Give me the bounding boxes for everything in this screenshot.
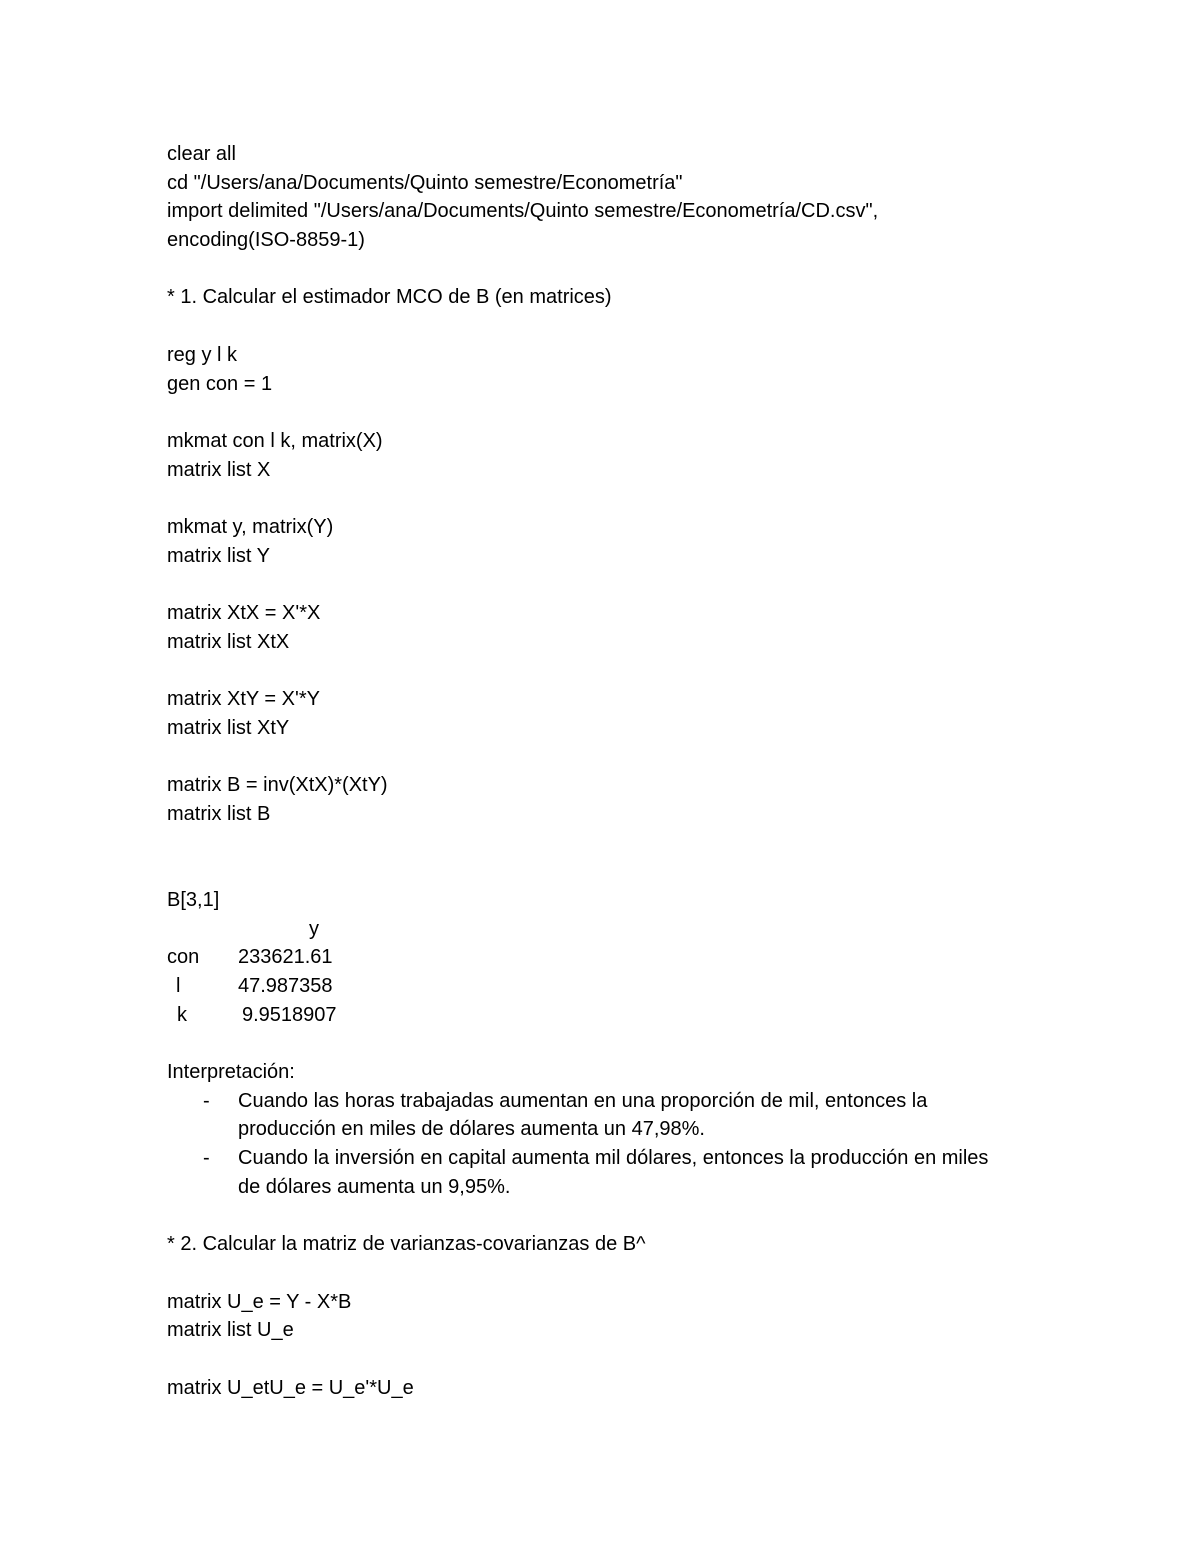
bullet-dash: -	[203, 1089, 210, 1112]
list-item	[167, 1144, 998, 1201]
matrix-row-label: con	[167, 946, 200, 969]
spacer	[167, 742, 1047, 771]
code-line: matrix list B	[167, 802, 271, 825]
code-line: matrix U_e = Y - X*B	[167, 1290, 352, 1313]
matrix-output	[167, 886, 1047, 1029]
code-line: matrix U_etU_e = U_e'*U_e	[167, 1376, 414, 1399]
code-line: matrix list XtY	[167, 716, 290, 739]
code-line: gen con = 1	[167, 372, 273, 395]
code-line: matrix XtY = X'*Y	[167, 688, 320, 711]
code-line: matrix XtX = X'*X	[167, 602, 321, 624]
code-line: matrix list XtX	[167, 630, 290, 653]
spacer	[167, 1259, 1047, 1288]
list-item-text: Cuando la inversión en capital aumenta mil dólares, entonces la producción en miles de dólares aumenta un 9,95%.	[238, 1147, 989, 1198]
spacer	[167, 312, 1047, 341]
matrix-row-value: 47.987358	[238, 974, 333, 997]
spacer	[167, 484, 1047, 513]
code-line: import delimited "/Users/ana/Documents/Quinto semestre/Econometría/CD.csv",	[167, 200, 879, 223]
matrix-row-l	[167, 972, 1047, 1001]
matrix-col-header: y	[309, 917, 319, 940]
spacer	[167, 398, 1047, 427]
bullet-dash: -	[203, 1147, 210, 1170]
code-line: cd "/Users/ana/Documents/Quinto semestre/Econometría"	[167, 171, 683, 194]
code-line: matrix list U_e	[167, 1319, 294, 1342]
code-line: clear all	[167, 143, 236, 165]
spacer	[167, 1202, 1047, 1231]
matrix-row-label: k	[177, 1003, 187, 1026]
matrix-row-k	[167, 1001, 1047, 1030]
matrix-row-value: 233621.61	[238, 946, 333, 969]
code-line: encoding(ISO-8859-1)	[167, 229, 365, 252]
spacer	[167, 829, 1047, 886]
code-line: matrix list Y	[167, 544, 270, 567]
interpretation-list	[167, 1087, 1047, 1202]
matrix-row-con	[167, 943, 1047, 972]
interpretation-label: Interpretación:	[167, 1061, 295, 1084]
spacer	[167, 656, 1047, 685]
document-page	[167, 140, 1047, 1402]
spacer	[167, 570, 1047, 599]
spacer	[167, 1029, 1047, 1058]
code-line: reg y l k	[167, 343, 238, 366]
list-item-text: Cuando las horas trabajadas aumentan en una proporción de mil, entonces la producción en miles de dólares aumenta un 47,98%.	[238, 1089, 928, 1141]
section-heading-1: * 1. Calcular el estimador MCO de B (en matrices)	[167, 286, 612, 309]
spacer	[167, 1345, 1047, 1374]
code-line: matrix B = inv(XtX)*(XtY)	[167, 774, 388, 797]
matrix-title: B[3,1]	[167, 888, 220, 911]
matrix-row-value: 9.9518907	[242, 1003, 337, 1026]
code-line: matrix list X	[167, 458, 271, 481]
code-line: mkmat con l k, matrix(X)	[167, 429, 383, 452]
matrix-row-label: l	[176, 974, 181, 997]
list-item	[167, 1087, 998, 1144]
matrix-header-row	[167, 915, 1047, 944]
code-line: mkmat y, matrix(Y)	[167, 515, 334, 538]
spacer	[167, 255, 1047, 284]
section-heading-2: * 2. Calcular la matriz de varianzas-covarianzas de B^	[167, 1233, 646, 1256]
